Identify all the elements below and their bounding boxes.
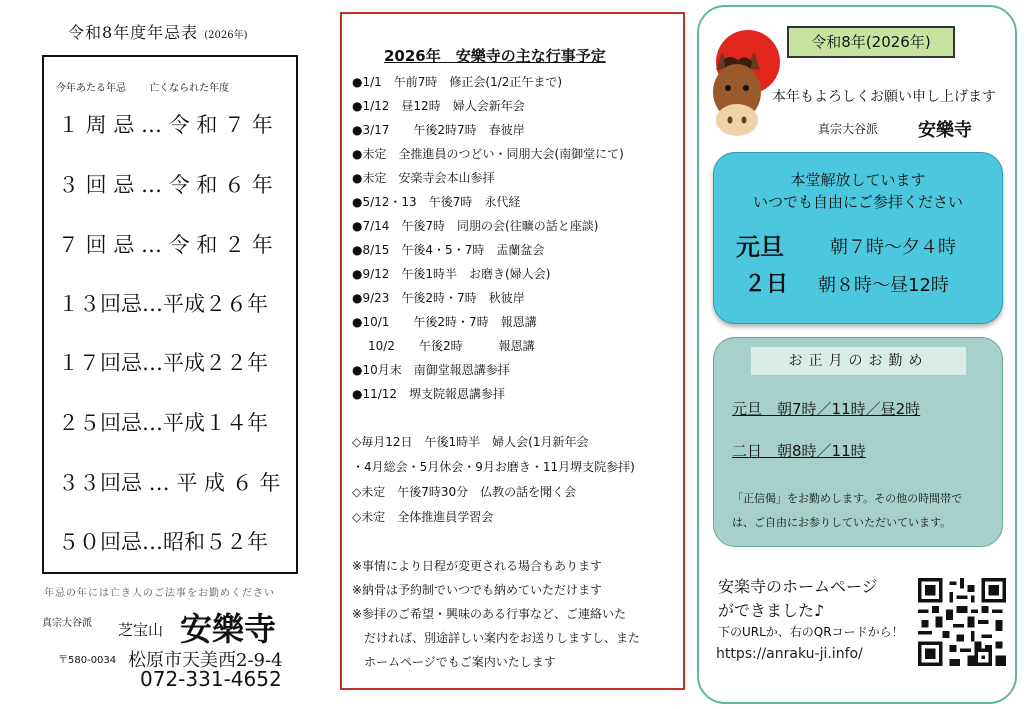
note-item: ホームページでもご案内いたします — [352, 655, 556, 669]
monthly-item: ◇未定 午後7時30分 仏教の話を聞く会 — [352, 485, 577, 499]
memorial-table-header — [56, 79, 229, 94]
event-item: ●3/17 午後2時7時 春彼岸 — [352, 123, 525, 137]
open-line-2: いつでも自由にご参拝ください — [752, 193, 963, 211]
event-item: ●1/12 昼12時 婦人会新年会 — [352, 99, 525, 113]
note-item: ※事情により日程が変更される場合もあります — [352, 559, 603, 573]
main-hall-open-box — [713, 152, 1003, 324]
memorial-table-title — [68, 20, 248, 43]
futsuka-label: ２日 — [744, 272, 789, 297]
memorial-row: ２５回忌…平成１４年 — [58, 411, 268, 435]
memorial-row: １３回忌…平成２６年 — [58, 292, 268, 316]
memorial-title-year: (2026年) — [204, 30, 248, 41]
mountain-name: 芝宝山 — [118, 621, 164, 639]
ganjitsu-hours: 朝７時～夕４時 — [830, 237, 956, 258]
temple-name: 安樂寺 — [180, 610, 277, 648]
temple-address: 松原市天美西2-9-4 — [128, 650, 283, 671]
service-note: 「正信偈」をお勤めします。その他の時間帯で — [732, 492, 963, 505]
postal-code: 〒580-0034 — [58, 655, 117, 666]
sect-name-right: 真宗大谷派 — [818, 122, 879, 136]
homepage-url-link[interactable]: https://anraku-ji.info/ — [716, 646, 863, 662]
note-item: ※納骨は予約制でいつでも納めていただけます — [352, 583, 603, 597]
homepage-announce-1: 安楽寺のホームページ — [718, 577, 878, 596]
futsuka-hours: 朝８時～昼12時 — [818, 275, 949, 296]
memorial-row: １ 周 忌 … 令 和 ７ 年 — [58, 113, 273, 137]
service-schedule-day1: 元旦 朝7時／11時／昼2時 — [732, 400, 921, 418]
service-title: お正月のお勤め — [751, 347, 966, 375]
event-item: 10/2 午後2時 報恩講 — [368, 339, 535, 353]
memorial-row: ３ 回 忌 … 令 和 ６ 年 — [58, 173, 273, 197]
event-item: ●9/23 午後2時・7時 秋彼岸 — [352, 291, 525, 305]
temple-name-right: 安樂寺 — [918, 120, 972, 141]
memorial-row: ３３回忌 … 平 成 ６ 年 — [58, 471, 281, 495]
event-item: ●7/14 午後7時 同朋の会(往曠の話と座談) — [352, 219, 599, 233]
event-item: ●10月末 南御堂報恩講参拝 — [352, 363, 510, 377]
memorial-table — [42, 55, 298, 574]
event-item: ●1/1 午前7時 修正会(1/2正午まで) — [352, 75, 563, 89]
memorial-note: 年忌の年には亡き人のご法事をお勤めください — [44, 588, 275, 599]
horse-icon — [706, 50, 768, 140]
qr-code-icon[interactable] — [918, 578, 1006, 666]
event-item: ●9/12 午後1時半 お磨き(婦人会) — [352, 267, 551, 281]
memorial-row: ７ 回 忌 … 令 和 ２ 年 — [58, 233, 273, 257]
events-title: 2026年 安樂寺の主な行事予定 — [384, 47, 606, 65]
homepage-announce-3: 下のURLか、右のQRコードから！ — [718, 625, 904, 639]
memorial-row: １７回忌…平成２２年 — [58, 351, 268, 375]
memorial-title-text: 令和8年度年忌表 — [68, 23, 199, 42]
service-note: は、ご自由にお参りしていただいています。 — [732, 516, 952, 529]
event-item: ●10/1 午後2時・7時 報恩講 — [352, 315, 537, 329]
ganjitsu-label: 元旦 — [736, 233, 784, 261]
memorial-header-col2: 亡くなられた年度 — [149, 83, 230, 94]
homepage-announce-2: ができました♪ — [718, 601, 825, 620]
open-line-1: 本堂解放しています — [790, 171, 926, 189]
service-schedule-day2: 二日 朝8時／11時 — [732, 442, 866, 460]
monthly-item: ◇毎月12日 午後1時半 婦人会(1月新年会 — [352, 435, 589, 449]
year-badge: 令和8年(2026年) — [787, 26, 955, 58]
events-panel — [340, 12, 685, 690]
memorial-row: ５０回忌…昭和５２年 — [58, 530, 268, 554]
memorial-header-col1: 今年あたる年忌 — [56, 83, 126, 94]
event-item: ●11/12 堺支院報恩講参拝 — [352, 387, 506, 401]
event-item: ●未定 安楽寺会本山参拝 — [352, 171, 495, 185]
note-item: ※参拝のご希望・興味のある行事など、ご連絡いた — [352, 607, 627, 621]
monthly-item: ◇未定 全体推進員学習会 — [352, 510, 494, 524]
temple-phone: 072-331-4652 — [140, 667, 282, 691]
event-item: ●8/15 午後4・5・7時 盂蘭盆会 — [352, 243, 545, 257]
sect-name: 真宗大谷派 — [42, 618, 92, 629]
new-year-greeting: 本年もよろしくお願い申し上げます — [772, 89, 996, 105]
event-item: ●未定 全推進員のつどい・同朋大会(南御堂にて) — [352, 147, 624, 161]
new-year-service-box — [713, 337, 1003, 547]
note-item: だければ、別途詳しい案内をお送りしますし、また — [352, 631, 641, 645]
event-item: ●5/12・13 午後7時 永代経 — [352, 195, 521, 209]
monthly-item: ・4月総会・5月休会・9月お磨き・11月堺支院参拝) — [352, 460, 635, 474]
